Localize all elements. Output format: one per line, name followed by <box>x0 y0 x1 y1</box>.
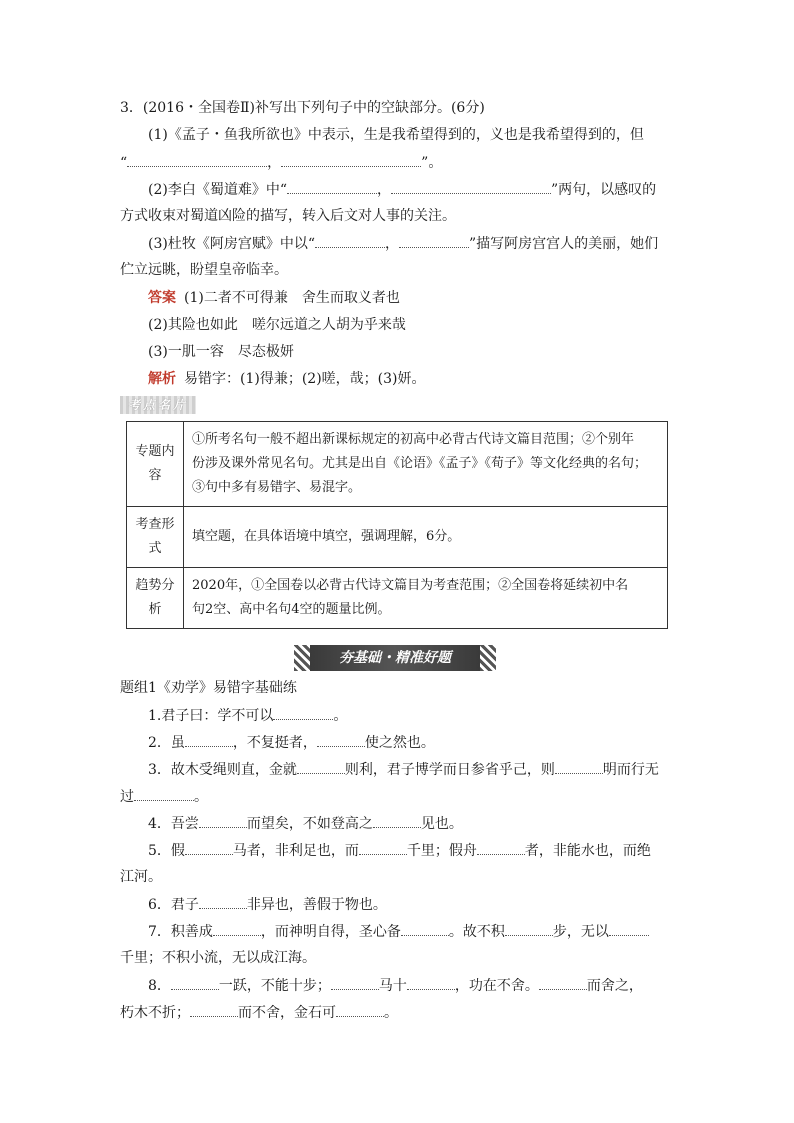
fill-blank[interactable] <box>317 732 365 747</box>
group-title: 题组1《劝学》易错字基础练 <box>120 680 297 696</box>
q3-sentence-1b: “ ， ”。 <box>120 152 675 173</box>
fill-blank[interactable] <box>331 975 379 990</box>
exercise-5-cont: 江河。 <box>120 869 162 885</box>
fill-blank[interactable] <box>407 975 455 990</box>
fill-blank[interactable] <box>297 759 345 774</box>
exercise-7-cont: 千里；不积小流，无以成江海。 <box>120 950 316 966</box>
fill-blank[interactable] <box>315 233 385 248</box>
fill-blank[interactable] <box>401 921 449 936</box>
fill-blank[interactable] <box>171 975 219 990</box>
fill-blank[interactable] <box>273 705 333 720</box>
exam-point-table <box>126 421 668 629</box>
fill-blank[interactable] <box>477 840 525 855</box>
fill-blank[interactable] <box>199 813 247 828</box>
fill-blank[interactable] <box>185 732 233 747</box>
fill-blank[interactable] <box>185 840 233 855</box>
fill-blank[interactable] <box>213 921 261 936</box>
section-banner: 夯基础・精准好题 <box>310 645 480 671</box>
fill-blank[interactable] <box>373 813 421 828</box>
exercise-3: 3．故木受绳则直，金就 则利，君子博学而日参省乎己，则 明而行无 <box>148 759 675 780</box>
analysis-label: 解析 <box>148 371 176 387</box>
exercise-4: 4．吾尝 而望矣，不如登高之 见也。 <box>148 813 675 834</box>
exercise-6: 6．君子 非异也，善假于物也。 <box>148 894 675 915</box>
q3-sentence-1a: (1)《孟子・鱼我所欲也》中表示，生是我希望得到的，义也是我希望得到的，但 <box>148 127 644 143</box>
answer-label: 答案 <box>148 290 176 306</box>
exercise-7: 7．积善成 ，而神明自得，圣心备 。故不积 步，无以 <box>148 921 675 942</box>
fill-blank[interactable] <box>555 759 603 774</box>
row-key: 趋势分析 <box>127 568 184 629</box>
table-row <box>127 422 668 507</box>
q3-sentence-3a: (3)杜牧《阿房宫赋》中以“ ， ”描写阿房宫宫人的美丽，她们 <box>148 233 675 254</box>
row-key: 考查形式 <box>127 507 184 568</box>
fill-blank[interactable] <box>336 1002 384 1017</box>
q3-sentence-2b: 方式收束对蜀道凶险的描写，转入后文对人事的关注。 <box>120 208 456 224</box>
fill-blank[interactable] <box>127 152 267 167</box>
fill-blank[interactable] <box>287 179 377 194</box>
row-value: ①所考名句一般不超出新课标规定的初高中必背古代诗文篇目范围；②个别年 份涉及课外常见名句。尤其是出自《论语》《孟子》《荀子》等文化经典的名句； ③句中多有易错字、易混字。 <box>184 422 668 507</box>
answer-line-3: (3)一肌一容 尽态极妍 <box>148 344 294 360</box>
fill-blank[interactable] <box>391 179 551 194</box>
exercise-1: 1.君子曰：学不可以 。 <box>148 705 675 726</box>
fill-blank[interactable] <box>399 233 469 248</box>
exercise-8-cont: 朽木不折； 而不舍，金石可 。 <box>120 1002 675 1023</box>
exercise-2: 2．虽 ，不复挺者， 使之然也。 <box>148 732 675 753</box>
question-3-title: 3．(2016・全国卷Ⅱ)补写出下列句子中的空缺部分。(6分) <box>120 100 485 116</box>
row-value: 2020年，①全国卷以必背古代诗文篇目为考查范围；②全国卷将延续初中名 句2空、高中名句4空的题量比例。 <box>184 568 668 629</box>
table-row <box>127 568 668 629</box>
fill-blank[interactable] <box>281 152 421 167</box>
q3-sentence-3b: 伫立远眺，盼望皇帝临幸。 <box>120 262 288 278</box>
exercise-8: 8． 一跃，不能十步； 马十 ，功在不舍。 而舍之， <box>148 975 675 996</box>
fill-blank[interactable] <box>190 1002 238 1017</box>
answer-line-1: 答案 (1)二者不可得兼 舍生而取义者也 <box>148 290 400 306</box>
answer-line-2: (2)其险也如此 嗟尔远道之人胡为乎来哉 <box>148 317 406 333</box>
analysis-line: 解析 易错字：(1)得兼；(2)嗟，哉；(3)妍。 <box>148 371 426 387</box>
fill-blank[interactable] <box>609 921 649 936</box>
fill-blank[interactable] <box>134 786 194 801</box>
row-value: 填空题，在具体语境中填空，强调理解，6分。 <box>184 507 668 568</box>
exercise-3-cont: 过 。 <box>120 786 675 807</box>
exam-point-banner: 考点名片 <box>120 396 196 414</box>
fill-blank[interactable] <box>539 975 587 990</box>
fill-blank[interactable] <box>359 840 407 855</box>
fill-blank[interactable] <box>505 921 553 936</box>
exercise-5: 5．假 马者，非利足也，而 千里；假舟 者，非能水也，而绝 <box>148 840 675 861</box>
q3-sentence-2a: (2)李白《蜀道难》中“ ， ”两句，以感叹的 <box>148 179 675 200</box>
fill-blank[interactable] <box>199 894 247 909</box>
row-key: 专题内容 <box>127 422 184 507</box>
table-row <box>127 507 668 568</box>
